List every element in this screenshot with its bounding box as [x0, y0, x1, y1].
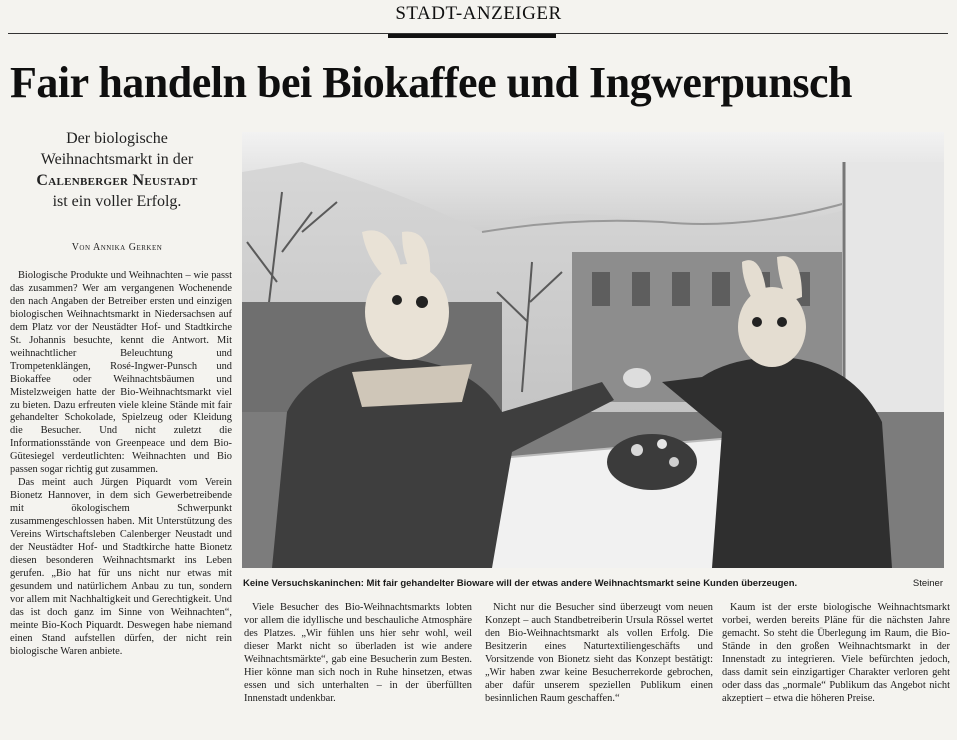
subhead-line: ist ein voller Erfolg.	[52, 193, 182, 210]
photo-caption	[243, 578, 943, 592]
subhead-line: Weihnachtsmarkt in der	[40, 151, 194, 168]
article-headline: Fair handeln bei Biokaffee und Ingwerpunsch	[10, 58, 852, 107]
photo-credit: Steiner	[912, 578, 943, 589]
flower-arrangement	[607, 434, 697, 490]
subhead-line: Der biologische	[66, 130, 168, 147]
subhead-location: Calenberger Neustadt	[36, 172, 198, 189]
body-paragraph: Viele Besucher des Bio-Weihnachtsmarkts lobten vor allem die idyllische und beschauliche Atmosphäre des Platzes. „Wir fühlen uns hier sehr wohl, weil dieser Markt nicht so überladen ist wie andere Weihnachtsmärkte“, gab eine Besucherin zum Besten. Hier könne man sich noch in Ruhe hinsetzen, etwas essen und sich unterhalten – in der überfüllten Innenstadt undenkbar.	[244, 602, 472, 704]
body-column-2	[244, 602, 472, 738]
body-paragraph: Nicht nur die Besucher sind überzeugt vom neuen Konzept – auch Standbetreiberin Ursula Rössel wertet den Bio-Weihnachtsmarkt als vollen Erfolg. Die Besitzerin eines Naturtextiliengeschäfts und Vorsitzende von Bionetz sieht das Konzept bestätigt: „Wir haben zwar keine Besucherrekorde gebrochen, aber dafür unserem speziellen Publikum einen besinnlichen Raum geschaffen.“	[485, 602, 713, 704]
body-paragraph: Biologische Produkte und Weihnachten – wie passt das zusammen? Wer am vergangenen Wochenende den nach Angaben der Betreiber ersten und einzigen biologischen Weihnachtsmarkt in Niedersachsen auf dem Platz vor der Neustädter Hof- und Stadtkirche St. Johannis besuchte, kennt die Antwort. Mit weihnachtlicher Beleuchtung und Trompetenklängen, Rosé-Ingwer-Punsch und Biokaffee oder Weihnachtsbäumen und Mistelzweigen hatte der Bio-Weihnachtsmarkt viel zu bieten. Dazu erfreuten viele kleine Stände mit fair gehandelter Schokolade, Spielzeug oder Kleidung die Besucher. Und nicht zuletzt die Informationsstände von Greenpeace und dem Bio-Gütesiegel verdeutlichten: Weihnachten und Bio passen sogar richtig gut zusammen.	[10, 270, 232, 476]
body-paragraph: Das meint auch Jürgen Piquardt vom Verein Bionetz Hannover, in dem sich Gewerbetreibende mit ökologischem Schwerpunkt zusammengeschlossen haben. Mit Unterstützung des Vereins Wirtschaftsleben Calenberger Neustadt und der Neustädter Hof- und Stadtkirche hatte Bionetz diesen besonderen Weihnachtsmarkt ins Leben gerufen. „Bio hat für uns nicht nur etwas mit gesundem und natürlichem Anbau zu tun, sondern vor allem mit Nachhaltigkeit und Gerechtigkeit. Und das ist doch ganz im Sinne von Weihnachten“, meinte Bio-Koch Piquardt. Deswegen habe niemand einen Stand aufstellen dürfen, der nicht rein biologische Waren anbiete.	[10, 477, 232, 657]
body-column-1	[10, 270, 232, 736]
masthead	[0, 0, 957, 40]
article-photo	[242, 132, 944, 568]
body-column-4	[722, 602, 950, 738]
article-subhead	[8, 128, 226, 212]
masthead-underline	[388, 34, 556, 38]
body-column-3	[485, 602, 713, 738]
masthead-wrap	[0, 3, 957, 25]
newspaper-name: STADT-ANZEIGER	[387, 3, 569, 24]
body-paragraph: Kaum ist der erste biologische Weihnachtsmarkt vorbei, werden bereits Pläne für die nächsten Jahre gemacht. So steht die Überlegung im Raum, die Bio-Stände in den großen Weihnachtsmarkt in der Innenstadt zu integrieren. Viele befürchten jedoch, dass damit sein einzigartiger Charakter verloren geht oder dass das „normale“ Publikum das Angebot nicht akzeptiert – etwa die höheren Preise.	[722, 602, 950, 704]
photo-illustration	[242, 132, 944, 568]
caption-text: Keine Versuchskaninchen: Mit fair gehandelter Bioware will der etwas andere Weihnachtsmarkt seine Kunden überzeugen.	[243, 578, 798, 589]
byline: Von Annika Gerken	[71, 242, 163, 253]
